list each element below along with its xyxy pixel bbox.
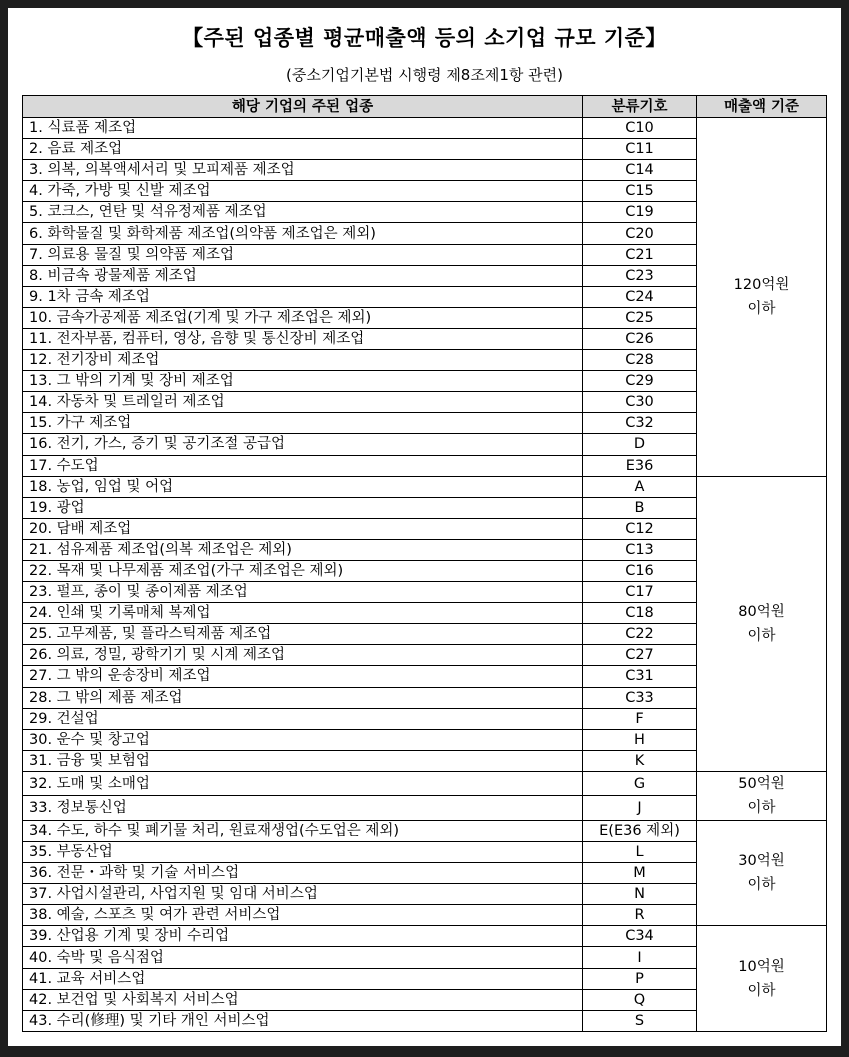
code-cell: B (583, 497, 697, 518)
industry-cell: 27. 그 밖의 운송장비 제조업 (23, 666, 583, 687)
code-cell: C18 (583, 603, 697, 624)
industry-cell: 1. 식료품 제조업 (23, 118, 583, 139)
table-row (23, 118, 827, 139)
code-cell: P (583, 968, 697, 989)
document-title: 【주된 업종별 평균매출액 등의 소기업 규모 기준】 (182, 26, 667, 50)
code-cell: C31 (583, 666, 697, 687)
table-header-row (23, 96, 827, 118)
criterion-cell (697, 926, 827, 1031)
industry-cell: 23. 펄프, 종이 및 종이제품 제조업 (23, 582, 583, 603)
code-cell: C10 (583, 118, 697, 139)
industry-cell: 24. 인쇄 및 기록매체 복제업 (23, 603, 583, 624)
code-cell: H (583, 729, 697, 750)
header-industry: 해당 기업의 주된 업종 (23, 96, 583, 118)
header-code: 분류기호 (583, 96, 697, 118)
code-cell: C11 (583, 139, 697, 160)
code-cell: E(E36 제외) (583, 820, 697, 841)
industry-cell: 19. 광업 (23, 497, 583, 518)
industry-cell: 25. 고무제품, 및 플라스틱제품 제조업 (23, 624, 583, 645)
industry-cell: 33. 정보통신업 (23, 796, 583, 821)
code-cell: N (583, 884, 697, 905)
code-cell: C21 (583, 244, 697, 265)
criterion-amount: 80억원 (738, 603, 785, 620)
criterion-cell (697, 771, 827, 820)
table-row (23, 926, 827, 947)
code-cell: C22 (583, 624, 697, 645)
industry-cell: 28. 그 밖의 제품 제조업 (23, 687, 583, 708)
industry-cell: 43. 수리(修理) 및 기타 개인 서비스업 (23, 1010, 583, 1031)
code-cell: S (583, 1010, 697, 1031)
code-cell: C25 (583, 307, 697, 328)
code-cell: J (583, 796, 697, 821)
industry-cell: 36. 전문・과학 및 기술 서비스업 (23, 863, 583, 884)
criterion-cell (697, 118, 827, 477)
code-cell: L (583, 842, 697, 863)
code-cell: C20 (583, 223, 697, 244)
criterion-amount: 120억원 (733, 276, 790, 293)
code-cell: C24 (583, 286, 697, 307)
criterion-amount: 10억원 (738, 958, 785, 975)
industry-cell: 21. 섬유제품 제조업(의복 제조업은 제외) (23, 539, 583, 560)
industry-cell: 41. 교육 서비스업 (23, 968, 583, 989)
industry-cell: 12. 전기장비 제조업 (23, 350, 583, 371)
industry-cell: 30. 운수 및 창고업 (23, 729, 583, 750)
criterion-qualifier: 이하 (747, 799, 776, 816)
industry-cell: 31. 금융 및 보험업 (23, 750, 583, 771)
industry-cell: 39. 산업용 기계 및 장비 수리업 (23, 926, 583, 947)
code-cell: M (583, 863, 697, 884)
industry-cell: 14. 자동차 및 트레일러 제조업 (23, 392, 583, 413)
code-cell: C13 (583, 539, 697, 560)
code-cell: C17 (583, 582, 697, 603)
code-cell: I (583, 947, 697, 968)
industry-cell: 26. 의료, 정밀, 광학기기 및 시계 제조업 (23, 645, 583, 666)
industry-cell: 40. 숙박 및 음식점업 (23, 947, 583, 968)
code-cell: C30 (583, 392, 697, 413)
code-cell: E36 (583, 455, 697, 476)
industry-cell: 37. 사업시설관리, 사업지원 및 임대 서비스업 (23, 884, 583, 905)
industry-cell: 34. 수도, 하수 및 폐기물 처리, 원료재생업(수도업은 제외) (23, 820, 583, 841)
industry-cell: 13. 그 밖의 기계 및 장비 제조업 (23, 371, 583, 392)
code-cell: C27 (583, 645, 697, 666)
code-cell: C16 (583, 560, 697, 581)
industry-cell: 17. 수도업 (23, 455, 583, 476)
industry-cell: 42. 보건업 및 사회복지 서비스업 (23, 989, 583, 1010)
industry-cell: 35. 부동산업 (23, 842, 583, 863)
code-cell: C28 (583, 350, 697, 371)
criterion-qualifier: 이하 (747, 300, 776, 317)
industry-cell: 18. 농업, 임업 및 어업 (23, 476, 583, 497)
criteria-table (22, 95, 827, 1032)
industry-cell: 32. 도매 및 소매업 (23, 771, 583, 796)
criterion-qualifier: 이하 (747, 982, 776, 999)
industry-cell: 5. 코크스, 연탄 및 석유정제품 제조업 (23, 202, 583, 223)
industry-cell: 15. 가구 제조업 (23, 413, 583, 434)
industry-cell: 3. 의복, 의복액세서리 및 모피제품 제조업 (23, 160, 583, 181)
industry-cell: 2. 음료 제조업 (23, 139, 583, 160)
industry-cell: 29. 건설업 (23, 708, 583, 729)
code-cell: C12 (583, 518, 697, 539)
industry-cell: 11. 전자부품, 컴퓨터, 영상, 음향 및 통신장비 제조업 (23, 328, 583, 349)
criterion-qualifier: 이하 (747, 877, 776, 894)
industry-cell: 10. 금속가공제품 제조업(기계 및 가구 제조업은 제외) (23, 307, 583, 328)
code-cell: C14 (583, 160, 697, 181)
code-cell: C29 (583, 371, 697, 392)
industry-cell: 16. 전기, 가스, 증기 및 공기조절 공급업 (23, 434, 583, 455)
code-cell: C33 (583, 687, 697, 708)
document-subtitle: (중소기업기본법 시행령 제8조제1항 관련) (286, 66, 563, 84)
code-cell: C15 (583, 181, 697, 202)
code-cell: C34 (583, 926, 697, 947)
criterion-qualifier: 이하 (747, 627, 776, 644)
criterion-cell (697, 820, 827, 925)
criterion-amount: 30억원 (738, 853, 785, 870)
table-row (23, 476, 827, 497)
code-cell: D (583, 434, 697, 455)
industry-cell: 4. 가죽, 가방 및 신발 제조업 (23, 181, 583, 202)
code-cell: K (583, 750, 697, 771)
code-cell: Q (583, 989, 697, 1010)
industry-cell: 9. 1차 금속 제조업 (23, 286, 583, 307)
criterion-amount: 50억원 (738, 775, 785, 792)
code-cell: R (583, 905, 697, 926)
header-criterion: 매출액 기준 (697, 96, 827, 118)
table-row (23, 820, 827, 841)
code-cell: G (583, 771, 697, 796)
industry-cell: 7. 의료용 물질 및 의약품 제조업 (23, 244, 583, 265)
table-row (23, 771, 827, 796)
document-page (8, 8, 841, 1046)
code-cell: A (583, 476, 697, 497)
code-cell: F (583, 708, 697, 729)
industry-cell: 20. 담배 제조업 (23, 518, 583, 539)
industry-cell: 8. 비금속 광물제품 제조업 (23, 265, 583, 286)
industry-cell: 38. 예술, 스포츠 및 여가 관련 서비스업 (23, 905, 583, 926)
criterion-cell (697, 476, 827, 771)
code-cell: C26 (583, 328, 697, 349)
code-cell: C32 (583, 413, 697, 434)
industry-cell: 22. 목재 및 나무제품 제조업(가구 제조업은 제외) (23, 560, 583, 581)
industry-cell: 6. 화학물질 및 화학제품 제조업(의약품 제조업은 제외) (23, 223, 583, 244)
code-cell: C19 (583, 202, 697, 223)
code-cell: C23 (583, 265, 697, 286)
table-body (23, 118, 827, 1032)
